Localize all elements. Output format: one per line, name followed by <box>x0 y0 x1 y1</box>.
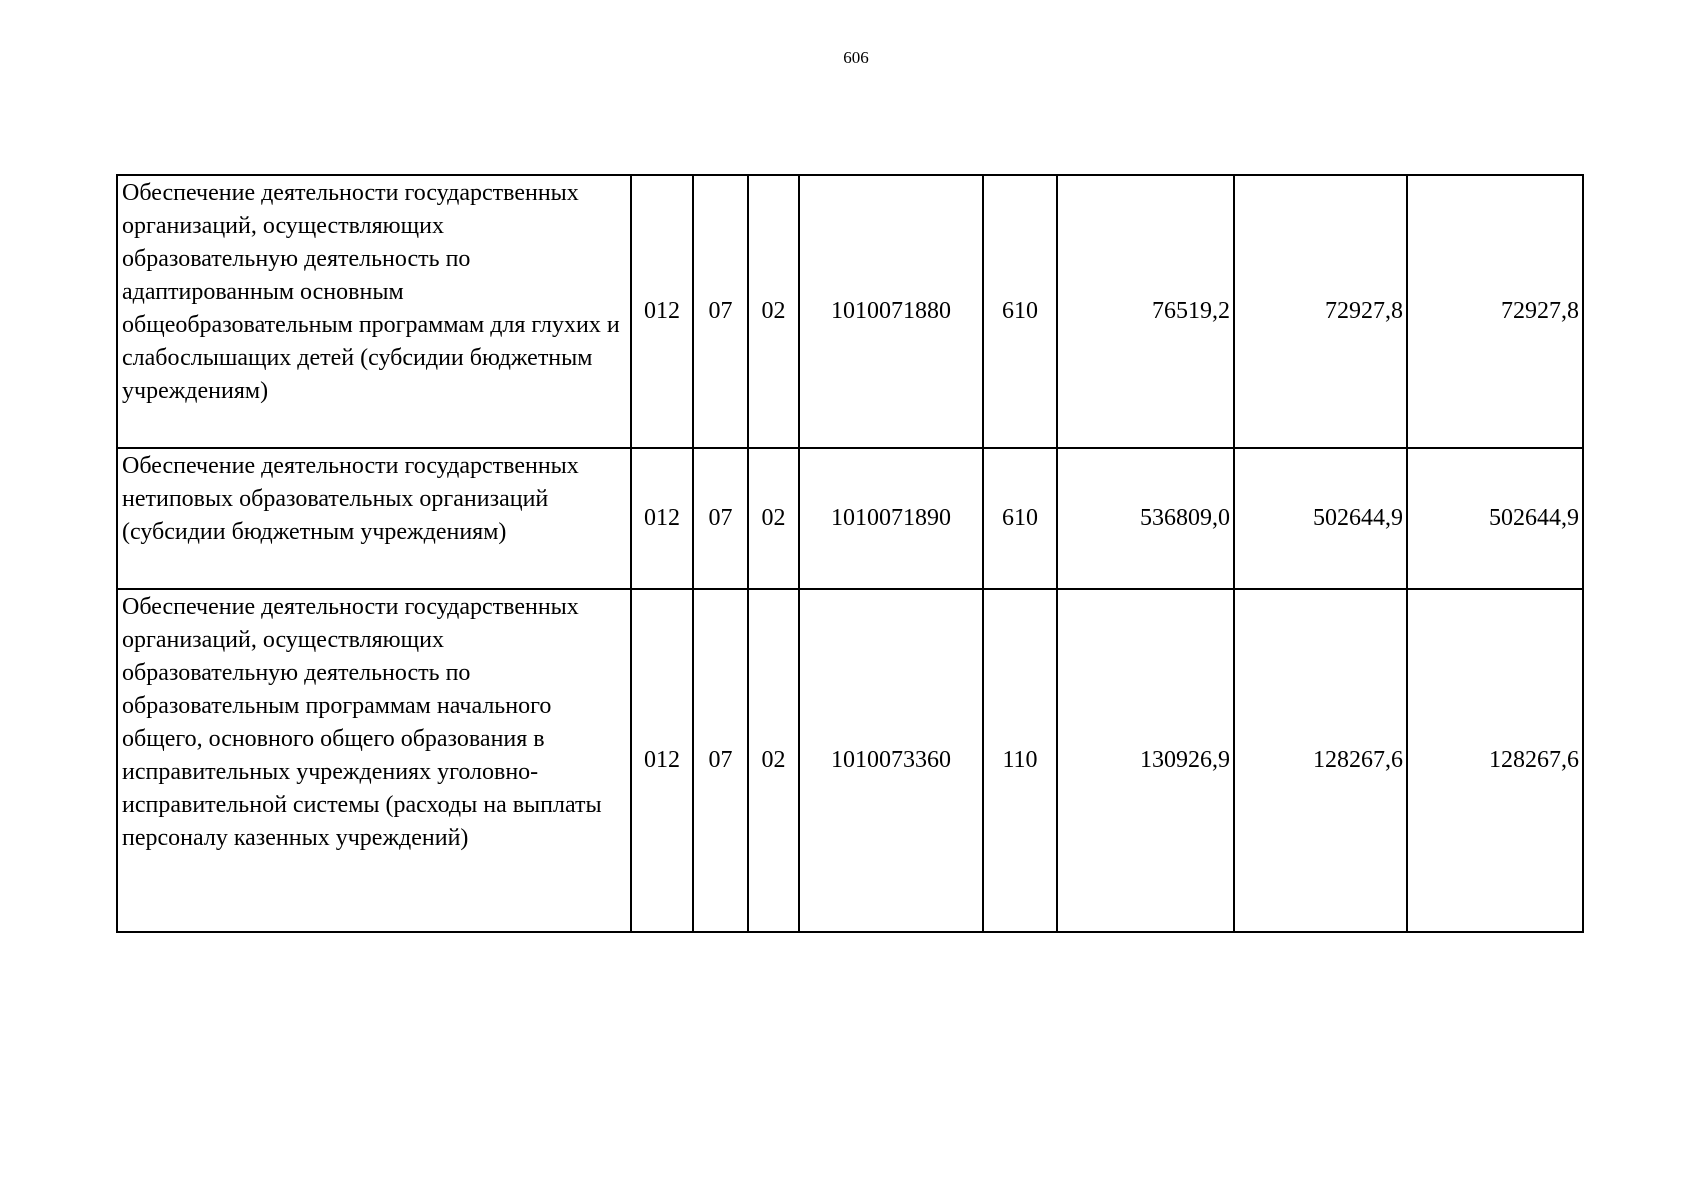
table-row <box>117 175 1583 448</box>
amount-3: 128267,6 <box>1407 589 1583 932</box>
amount-1: 76519,2 <box>1057 175 1234 448</box>
row-description: Обеспечение деятельности государственных нетиповых образовательных организаций (субсидии бюджетным учреждениям) <box>117 448 631 589</box>
row-description: Обеспечение деятельности государственных организаций, осуществляющих образовательную деятельность по образовательным программам начального общего, основного общего образования в исправительных учреждениях уголовно-исправительной системы (расходы на выплаты персоналу казенных учреждений) <box>117 589 631 932</box>
amount-3: 502644,9 <box>1407 448 1583 589</box>
target-item-code: 1010073360 <box>799 589 983 932</box>
ministry-code: 012 <box>631 448 693 589</box>
amount-2: 72927,8 <box>1234 175 1407 448</box>
amount-3: 72927,8 <box>1407 175 1583 448</box>
ministry-code: 012 <box>631 589 693 932</box>
subsection-code: 02 <box>748 448 799 589</box>
subsection-code: 02 <box>748 589 799 932</box>
target-item-code: 1010071890 <box>799 448 983 589</box>
table-row <box>117 448 1583 589</box>
row-description: Обеспечение деятельности государственных организаций, осуществляющих образовательную деятельность по адаптированным основным общеобразовательным программам для глухих и слабослышащих детей (субсидии бюджетным учреждениям) <box>117 175 631 448</box>
expense-type-code: 610 <box>983 175 1057 448</box>
section-code: 07 <box>693 175 748 448</box>
amount-1: 130926,9 <box>1057 589 1234 932</box>
ministry-code: 012 <box>631 175 693 448</box>
amount-1: 536809,0 <box>1057 448 1234 589</box>
target-item-code: 1010071880 <box>799 175 983 448</box>
expense-type-code: 610 <box>983 448 1057 589</box>
amount-2: 502644,9 <box>1234 448 1407 589</box>
budget-table <box>116 174 1584 933</box>
section-code: 07 <box>693 589 748 932</box>
amount-2: 128267,6 <box>1234 589 1407 932</box>
expense-type-code: 110 <box>983 589 1057 932</box>
section-code: 07 <box>693 448 748 589</box>
subsection-code: 02 <box>748 175 799 448</box>
page-number: 606 <box>843 48 869 67</box>
table-row <box>117 589 1583 932</box>
